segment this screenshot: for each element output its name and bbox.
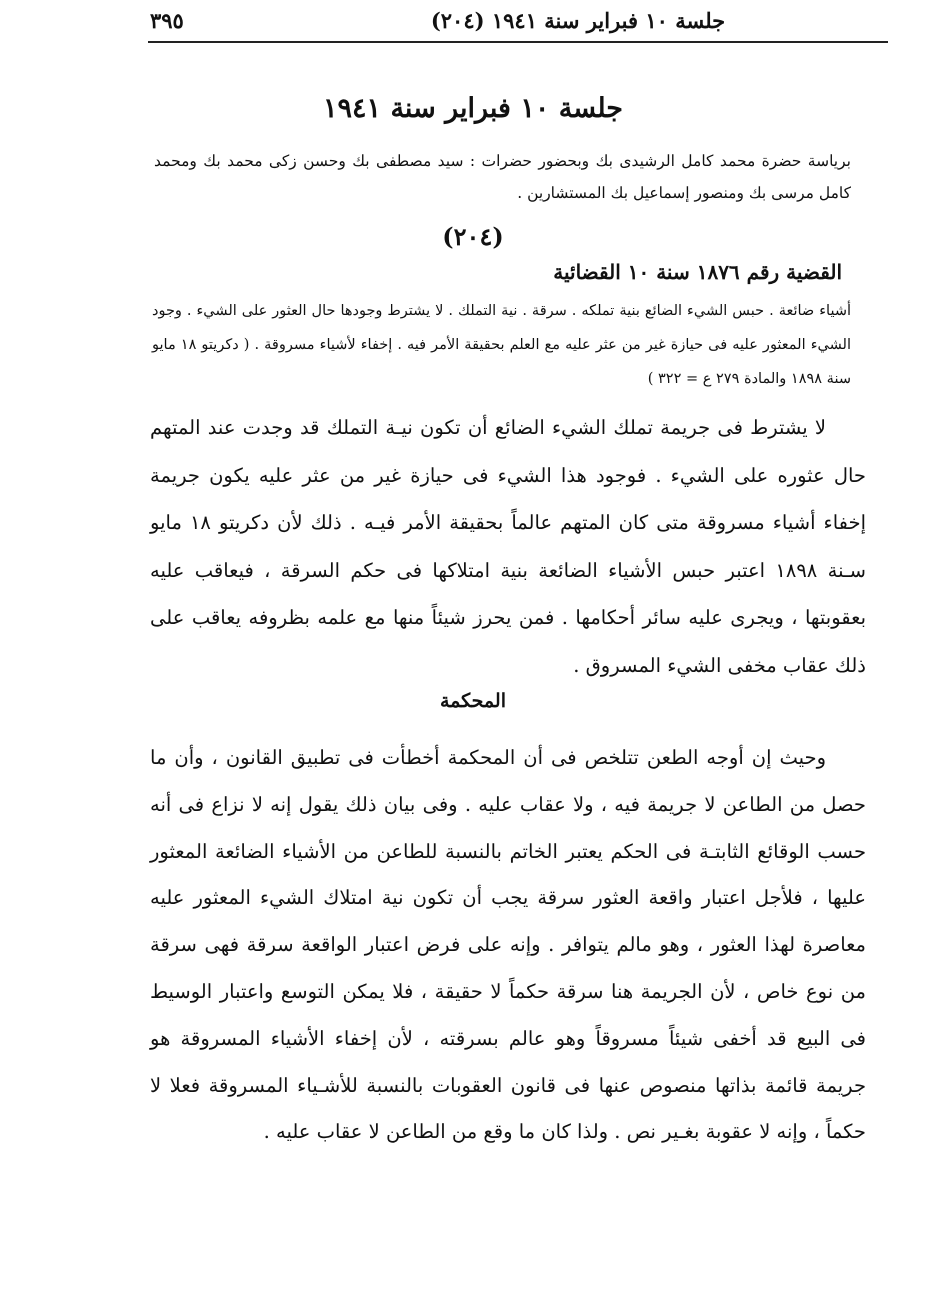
case-title: القضية رقم ١٨٧٦ سنة ١٠ القضائية bbox=[553, 260, 842, 284]
running-title: جلسة ١٠ فبراير سنة ١٩٤١ (٢٠٤) bbox=[430, 8, 726, 33]
legal-principle-summary: لا يشترط فى جريمة تملك الشيء الضائع أن تكون نيـة التملك قد وجدت عند المتهم حال عثوره على الشيء . فوجود هذا الشيء فى حيازة غير من عثر عليه يكون جريمة إخفاء أشياء مسروقة متى كان المتهم عالماً بحقيقة الأمر فيـه . ذلك لأن دكريتو ١٨ مايو سـنة ١٨٩٨ اعتبر حبس الأشياء الضائعة بنية امتلاكها فى حكم السرقة ، فيعاقب عليه بعقوبتها ، ويجرى عليه سائر أحكامها . فمن يحرز شيئاً منها مع علمه بظروفه يعاقب على ذلك عقاب مخفى الشيء المسروق . bbox=[150, 416, 867, 677]
court-reasoning: وحيث إن أوجه الطعن تتلخص فى أن المحكمة أخطأت فى تطبيق القانون ، وأن ما حصل من الطاعن لا جريمة فيه ، ولا عقاب عليه . وفى بيان ذلك يقول إنه لا نزاع فى أنه حسب الوقائع الثابتـة فى الحكم يعتبر الخاتم بالنسبة للطاعن من الأشياء الضائعة المعثور عليها ، فلأجل اعتبار واقعة العثور سرقة يجب أن تكون نية امتلاك الشيء المعثور عليه معاصرة لهذا العثور ، وهو مالم يتوافر . وإنه على فرض اعتبار الواقعة سرقة فهى سرقة من نوع خاص ، لأن الجريمة هنا سرقة حكماً لا حقيقة ، فلا يمكن التوسع واعتبار الوسيط فى البيع قد أخفى شيئاً مسروقاً وهو عالم بسرقته ، لأن إخفاء الأشياء المسروقة هو جريمة قائمة بذاتها منصوص عنها فى قانون العقوبات بالنسبة للأشـياء المسروقة فعلا لا حكماً ، وإنه لا عقوبة بغـير نص . ولذا كان ما وقع من الطاعن لا عقاب عليه . bbox=[150, 746, 866, 1144]
court-heading: المحكمة bbox=[440, 690, 506, 712]
page-number: ٣٩٥ bbox=[150, 8, 184, 33]
presidency-paragraph: برياسة حضرة محمد كامل الرشيدى بك وبحضور حضرات : سيد مصطفى بك وحسن زكى محمد بك ومحمد كامل مرسى بك ومنصور إسماعيل بك المستشارين . bbox=[154, 152, 851, 202]
keywords-paragraph: أشياء ضائعة . حبس الشيء الضائع بنية تملكه . سرقة . نية التملك . لا يشترط وجودها حال العثور على الشيء . وجود الشيء المعثور عليه فى حيازة غير من عثر عليه مع العلم بحقيقة الأمر فيه . إخفاء لأشياء مسروقة . ( دكريتو ١٨ مايو سنة ١٨٩٨ والمادة ٢٧٩ ع = ٣٢٢ ) bbox=[152, 303, 851, 387]
running-header bbox=[150, 6, 886, 40]
case-number: (٢٠٤) bbox=[442, 222, 504, 251]
session-title: جلسة ١٠ فبراير سنة ١٩٤١ bbox=[323, 93, 623, 124]
header-rule bbox=[148, 41, 888, 43]
